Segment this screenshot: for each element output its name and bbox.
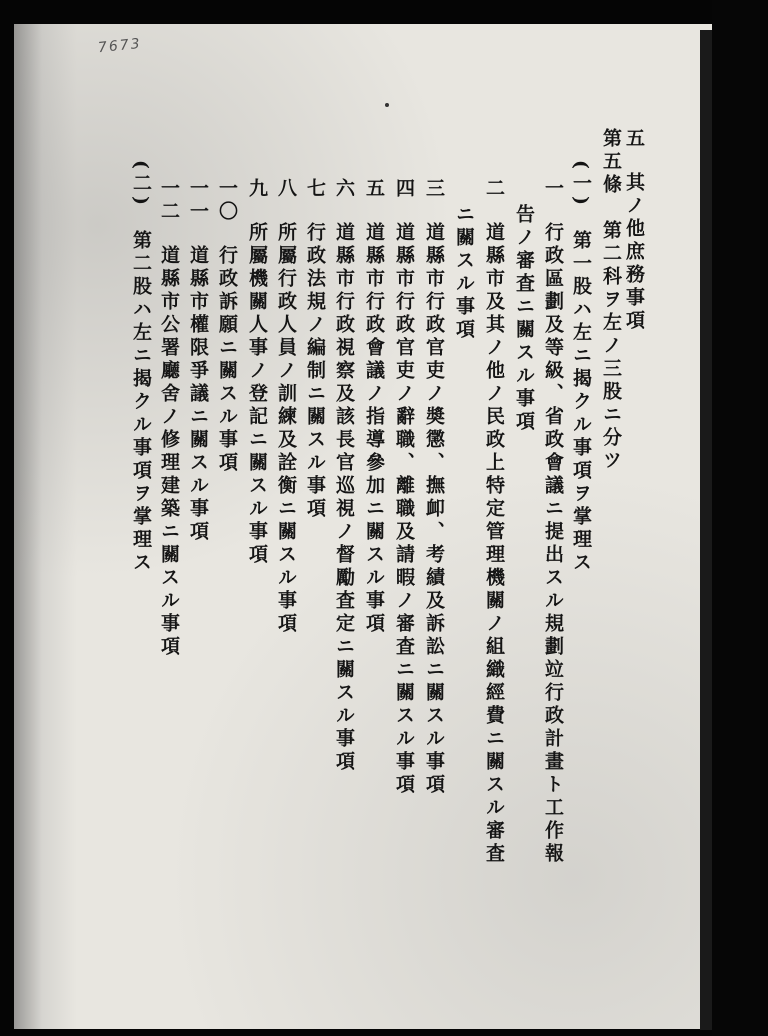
item-number: 一一	[187, 178, 209, 224]
text-column	[423, 178, 445, 797]
column-text: 行政區劃及等級、省政會議ニ提出スル規劃竝行政計畫ト工作報	[542, 221, 564, 866]
text-column	[187, 178, 209, 544]
item-number: 一〇	[216, 178, 238, 224]
column-text: 行政法規ノ編制ニ關スル事項	[304, 221, 326, 521]
text-column	[275, 178, 297, 636]
handwritten-note: 7673	[97, 35, 143, 57]
item-number: 二	[483, 178, 505, 201]
text-column	[363, 178, 385, 636]
item-number: 三	[423, 178, 445, 201]
text-column	[130, 160, 152, 575]
column-text: 道縣市及其ノ他ノ民政上特定管理機關ノ組織經費ニ關スル審査	[483, 221, 505, 866]
item-number: 九	[246, 178, 268, 201]
book-spine	[700, 30, 712, 1030]
column-text: 所屬行政人員ノ訓練及詮衡ニ關スル事項	[275, 221, 297, 636]
item-number: 一	[542, 178, 564, 201]
item-number: 七	[304, 178, 326, 201]
text-column	[333, 178, 355, 774]
column-text: 道縣市行政視察及該長官巡視ノ督勵査定ニ關スル事項	[333, 221, 355, 774]
text-column	[393, 178, 415, 797]
column-text: 告ノ審査ニ關スル事項	[513, 204, 535, 434]
item-number: 五	[363, 178, 385, 201]
text-column	[483, 178, 505, 866]
text-column	[600, 128, 622, 473]
item-number: 八	[275, 178, 297, 201]
scan-border	[712, 0, 768, 1036]
text-column	[216, 178, 238, 475]
column-text: 第一股ハ左ニ揭クル事項ヲ掌理ス	[570, 229, 592, 575]
column-text: 道縣市行政會議ノ指導參加ニ關スル事項	[363, 221, 385, 636]
column-text: 道縣市行政官吏ノ辭職、離職及請暇ノ審査ニ關スル事項	[393, 221, 415, 797]
column-text: 道縣市公署廳舍ノ修理建築ニ關スル事項	[158, 244, 180, 659]
item-number: 四	[393, 178, 415, 201]
text-column	[304, 178, 326, 521]
column-text: 其ノ他庶務事項	[623, 171, 645, 333]
text-column	[513, 204, 535, 434]
column-text: 道縣市權限爭議ニ關スル事項	[187, 244, 209, 544]
item-number: (二)	[130, 160, 152, 209]
text-column	[453, 204, 475, 342]
column-text: ニ關スル事項	[453, 204, 475, 342]
text-column	[158, 178, 180, 659]
text-column	[570, 160, 592, 575]
column-text: 第五條 第二科ヲ左ノ三股ニ分ツ	[600, 128, 622, 473]
item-number: 一二	[158, 178, 180, 224]
column-text: 第二股ハ左ニ揭クル事項ヲ掌理ス	[130, 229, 152, 575]
text-column	[246, 178, 268, 567]
column-text: 道縣市行政官吏ノ奬懲、撫卹、考績及訴訟ニ關スル事項	[423, 221, 445, 797]
item-number: 五	[623, 128, 645, 151]
text-column	[623, 128, 645, 333]
column-text: 行政訴願ニ關スル事項	[216, 244, 238, 475]
text-column	[542, 178, 564, 866]
column-text: 所屬機關人事ノ登記ニ關スル事項	[246, 221, 268, 567]
item-number: 六	[333, 178, 355, 201]
ink-dot	[385, 103, 389, 107]
item-number: (一)	[570, 160, 592, 209]
